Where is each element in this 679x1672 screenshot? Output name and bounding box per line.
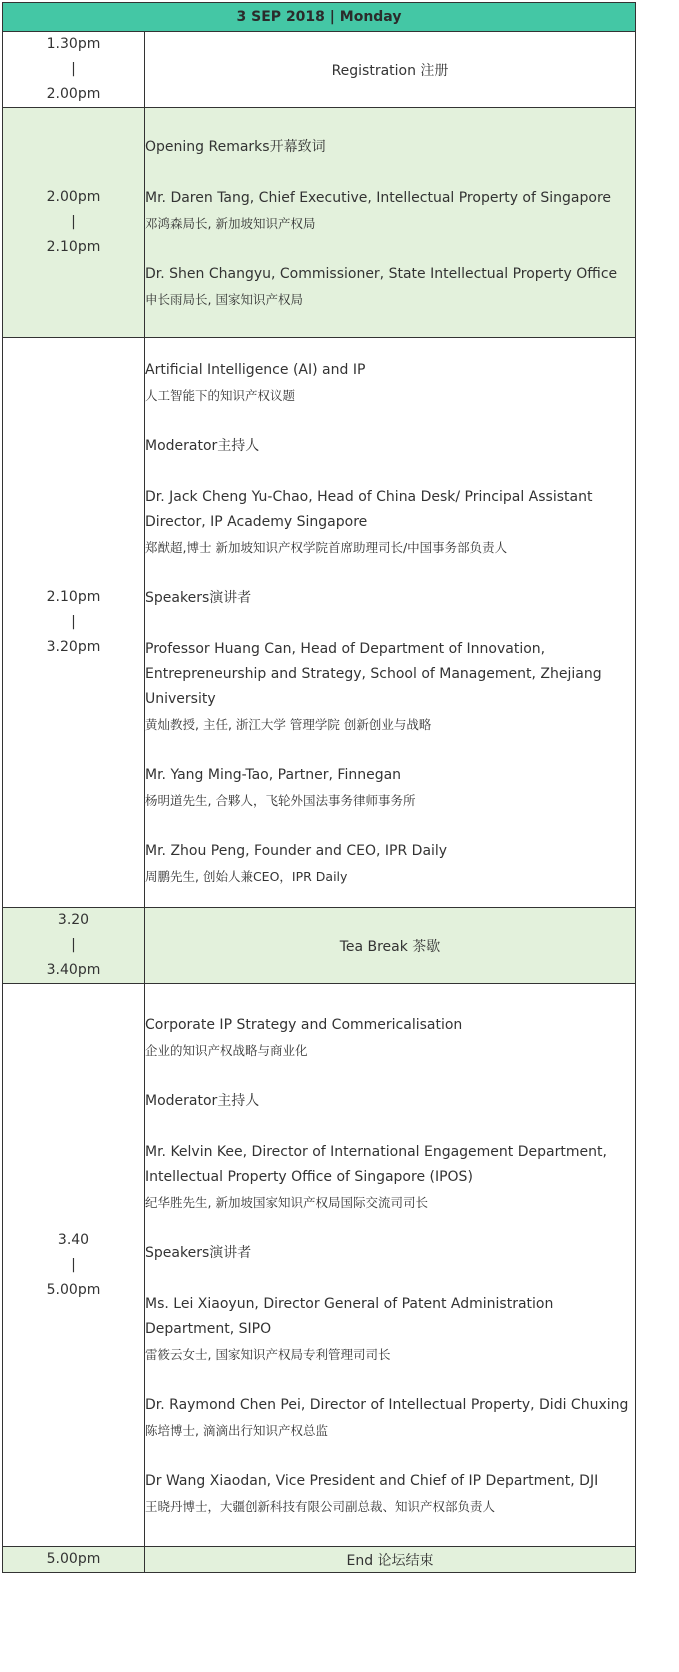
speaker-entry [145,1292,635,1367]
agenda-row-ai-ip [3,338,636,908]
speaker-entry [145,485,635,560]
agenda-row-end [3,1547,636,1573]
session-content [145,108,636,338]
speaker-cn: 申长雨局长, 国家知识产权局 [145,292,303,307]
time-separator: | [71,61,76,77]
speaker-cn: 雷筱云女士, 国家知识产权局专利管理司司长 [145,1347,391,1362]
speaker-entry [145,186,635,236]
session-title: Tea Break 茶歇 [145,908,636,984]
speaker-cn: 杨明道先生, 合夥人，飞轮外国法事务律师事务所 [145,793,416,808]
time-separator: | [71,614,76,630]
agenda-row-tea-break [3,908,636,984]
agenda-date-header: 3 SEP 2018 | Monday [3,3,636,32]
speaker-cn: 周鹏先生, 创始人兼CEO，IPR Daily [145,869,348,884]
time-separator: | [71,214,76,230]
role-label: Moderator主持人 [145,1093,260,1109]
speaker-en: Dr. Jack Cheng Yu-Chao, Head of China Desk/ Principal Assistant Director, IP Academy Singapore [145,489,593,530]
speaker-en: Mr. Yang Ming-Tao, Partner, Finnegan [145,767,402,783]
time-end: 5.00pm [46,1281,101,1298]
session-title-en: Artificial Intelligence (AI) and IP [145,362,366,378]
speaker-entry [145,763,635,813]
time-start: 2.00pm [46,189,101,205]
speaker-en: Ms. Lei Xiaoyun, Director General of Patent Administration Department, SIPO [145,1296,554,1337]
session-heading [145,1013,635,1063]
speaker-cn: 陈培博士, 滴滴出行知识产权总监 [145,1423,328,1438]
speaker-en: Mr. Kelvin Kee, Director of International Engagement Department, Intellectual Property Office of Singapore (IPOS) [145,1144,607,1185]
speaker-entry [145,1393,635,1443]
role-label: Speakers演讲者 [145,1245,252,1261]
time-end: 2.00pm [46,86,101,102]
speaker-entry [145,637,635,737]
speaker-en: Dr. Shen Changyu, Commissioner, State Intellectual Property Office [145,266,618,282]
agenda-row-corporate-ip [3,984,636,1547]
agenda-row-opening [3,108,636,338]
time-cell [3,908,145,984]
time-start: 5.00pm [46,1551,101,1567]
agenda-table [2,2,636,1573]
time-cell [3,108,145,338]
time-end: 3.40pm [46,962,101,978]
speaker-en: Mr. Zhou Peng, Founder and CEO, IPR Daily [145,843,448,859]
session-title-cn: 人工智能下的知识产权议题 [145,388,296,403]
time-cell [3,1547,145,1573]
speaker-en: Mr. Daren Tang, Chief Executive, Intellectual Property of Singapore [145,190,611,206]
time-end: 2.10pm [46,239,101,255]
speaker-en: Professor Huang Can, Head of Department of Innovation, Entrepreneurship and Strategy, School of Management, Zhejiang University [145,641,602,707]
session-title: Registration 注册 [145,32,636,108]
agenda-row-registration [3,32,636,108]
speaker-entry [145,1469,635,1519]
speaker-entry [145,1140,635,1215]
speaker-en: Dr Wang Xiaodan, Vice President and Chief of IP Department, DJI [145,1473,599,1489]
session-title-cn: 企业的知识产权战略与商业化 [145,1043,308,1058]
role-label: Moderator主持人 [145,438,260,454]
session-content [145,984,636,1547]
session-title: End 论坛结束 [145,1547,636,1573]
time-start: 3.20 [57,912,90,928]
speaker-cn: 郑猷超,博士 新加坡知识产权学院首席助理司长/中国事务部负责人 [145,540,508,555]
session-title-en: Corporate IP Strategy and Commericalisation [145,1017,463,1033]
time-start: 3.40 [57,1231,90,1248]
time-cell [3,338,145,908]
time-cell [3,32,145,108]
time-separator: | [71,1256,76,1273]
speaker-entry [145,262,635,312]
time-start: 1.30pm [46,36,101,52]
agenda-header-row [3,3,636,32]
time-end: 3.20pm [46,639,101,655]
time-start: 2.10pm [46,589,101,605]
speaker-cn: 邓鸿森局长, 新加坡知识产权局 [145,216,316,231]
session-heading: Opening Remarks开幕致词 [145,139,326,155]
speaker-entry [145,839,635,889]
speaker-cn: 王晓丹博士，大疆创新科技有限公司副总裁、知识产权部负责人 [145,1499,496,1514]
session-heading [145,358,635,408]
speaker-en: Dr. Raymond Chen Pei, Director of Intellectual Property, Didi Chuxing [145,1397,629,1413]
speaker-cn: 黄灿教授, 主任, 浙江大学 管理学院 创新创业与战略 [145,717,432,732]
time-separator: | [71,937,76,953]
role-label: Speakers演讲者 [145,590,252,606]
session-content [145,338,636,908]
speaker-cn: 纪华胜先生, 新加坡国家知识产权局国际交流司司长 [145,1195,428,1210]
time-cell [3,984,145,1547]
